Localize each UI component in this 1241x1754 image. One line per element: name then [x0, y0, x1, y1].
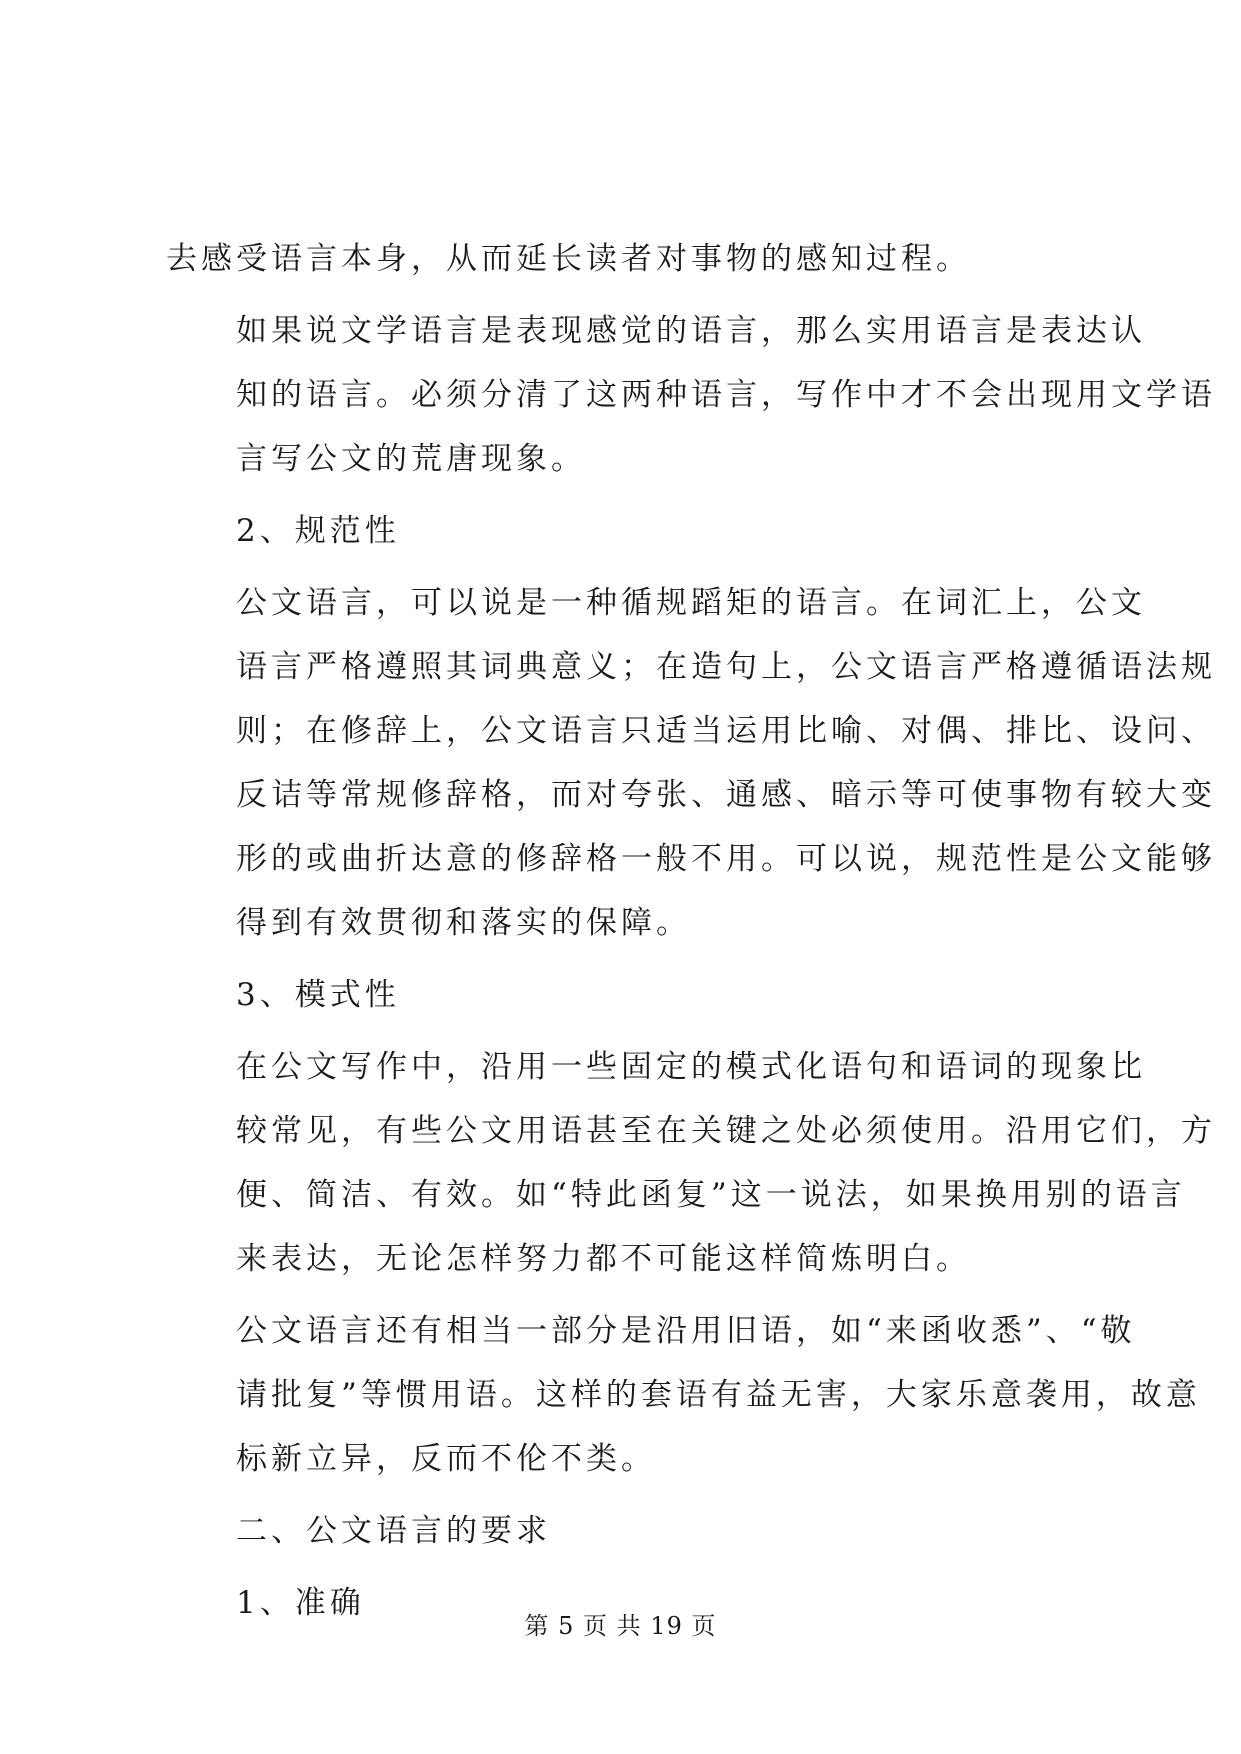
paragraph: [166, 1299, 1201, 1491]
text-line: 形的或曲折达意的修辞格一般不用。可以说，规范性是公文能够: [236, 841, 1216, 877]
text-line: 在公文写作中，沿用一些固定的模式化语句和语词的现象比: [236, 1049, 1146, 1085]
text-line: 公文语言，可以说是一种循规蹈矩的语言。在词汇上，公文: [236, 585, 1146, 621]
paragraph: [166, 227, 1086, 291]
text-line: 1、准确: [236, 1585, 365, 1621]
paragraph: [166, 499, 1086, 563]
text-line: 标新立异，反而不伦不类。: [236, 1441, 656, 1477]
paragraph: [166, 1499, 1086, 1563]
text-line: 则；在修辞上，公文语言只适当运用比喻、对偶、排比、设问、: [236, 713, 1216, 749]
text-line: 请批复”等惯用语。这样的套语有益无害，大家乐意袭用，故意: [236, 1377, 1201, 1413]
text-line: 语言严格遵照其词典意义；在造句上，公文语言严格遵循语法规: [236, 649, 1216, 685]
text-line: 知的语言。必须分清了这两种语言，写作中才不会出现用文学语: [236, 377, 1216, 413]
text-line: 得到有效贯彻和落实的保障。: [236, 905, 691, 941]
text-line: 较常见，有些公文用语甚至在关键之处必须使用。沿用它们，方: [236, 1113, 1216, 1149]
text-line: 二、公文语言的要求: [236, 1513, 551, 1549]
paragraph: [166, 1035, 1216, 1291]
text-line: 反诘等常规修辞格，而对夸张、通感、暗示等可使事物有较大变: [236, 777, 1216, 813]
text-line: 来表达，无论怎样努力都不可能这样简炼明白。: [236, 1241, 971, 1277]
paragraph: [166, 299, 1216, 491]
paragraph: [166, 963, 1086, 1027]
text-line: 便、简洁、有效。如“特此函复”这一说法，如果换用别的语言: [236, 1177, 1186, 1213]
document-body: [166, 227, 1216, 1643]
paragraph: [166, 571, 1216, 955]
page-footer: 第 5 页 共 19 页: [524, 1612, 717, 1640]
text-line: 言写公文的荒唐现象。: [236, 441, 586, 477]
text-line: 3、模式性: [236, 977, 400, 1013]
text-line: 如果说文学语言是表现感觉的语言，那么实用语言是表达认: [236, 313, 1146, 349]
text-line: 去感受语言本身，从而延长读者对事物的感知过程。: [166, 241, 971, 277]
text-line: 公文语言还有相当一部分是沿用旧语，如“来函收悉”、“敬: [236, 1313, 1136, 1349]
text-line: 2、规范性: [236, 513, 400, 549]
